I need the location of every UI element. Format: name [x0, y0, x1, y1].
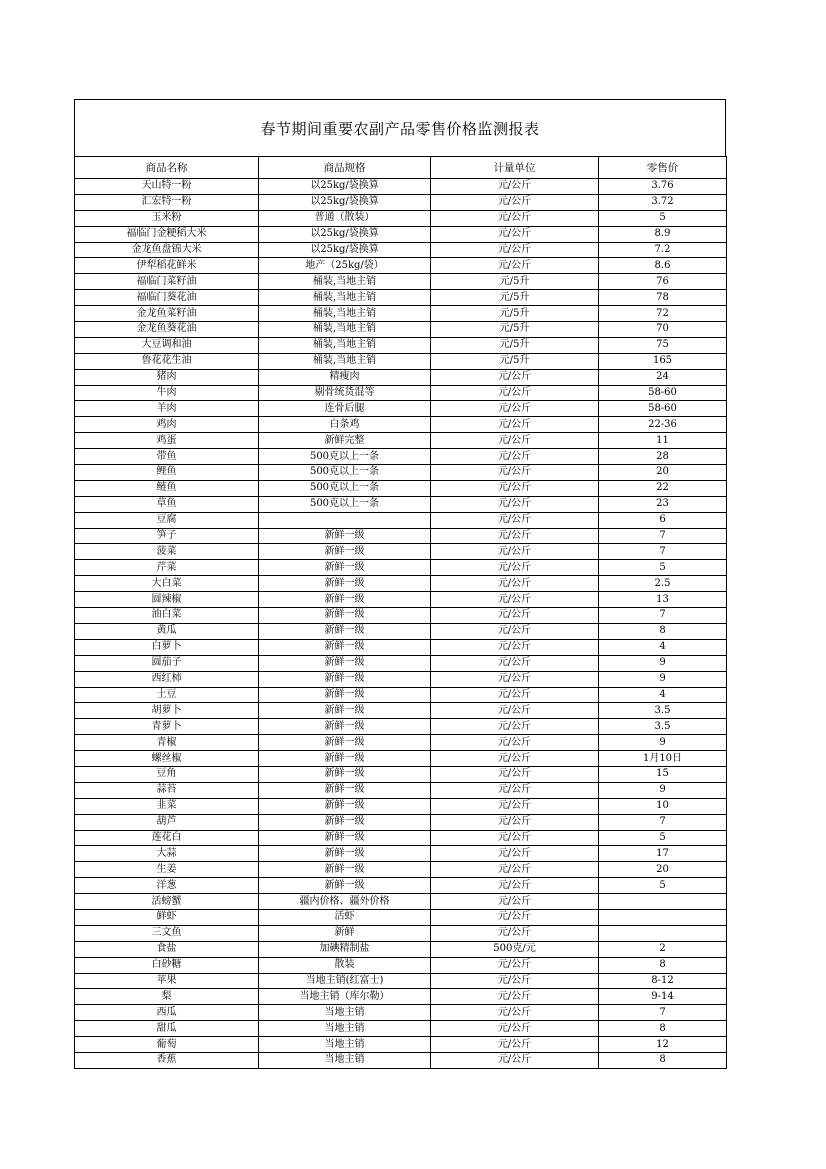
cell-product-name: 鲢鱼 [75, 480, 259, 496]
cell-unit: 500克/元 [431, 941, 599, 957]
table-row [75, 290, 727, 306]
cell-unit: 元/公斤 [431, 671, 599, 687]
cell-unit: 元/公斤 [431, 480, 599, 496]
table-row [75, 846, 727, 862]
cell-retail-price: 10 [599, 798, 727, 814]
cell-unit: 元/公斤 [431, 1037, 599, 1053]
cell-product-spec: 普通（散装） [259, 210, 431, 226]
cell-product-spec: 地产（25kg/袋） [259, 258, 431, 274]
cell-unit: 元/公斤 [431, 703, 599, 719]
cell-retail-price: 3.72 [599, 194, 727, 210]
cell-product-name: 羊肉 [75, 401, 259, 417]
table-row [75, 798, 727, 814]
table-row [75, 830, 727, 846]
table-row [75, 322, 727, 338]
cell-unit: 元/公斤 [431, 925, 599, 941]
table-row [75, 496, 727, 512]
cell-unit: 元/公斤 [431, 465, 599, 481]
cell-unit: 元/5升 [431, 274, 599, 290]
cell-unit: 元/公斤 [431, 385, 599, 401]
cell-retail-price: 22-36 [599, 417, 727, 433]
cell-product-spec: 当地主销 [259, 1052, 431, 1068]
cell-product-spec: 新鲜一级 [259, 814, 431, 830]
cell-retail-price: 7 [599, 544, 727, 560]
cell-unit: 元/公斤 [431, 862, 599, 878]
cell-retail-price: 22 [599, 480, 727, 496]
cell-product-spec: 500克以上一条 [259, 496, 431, 512]
cell-unit: 元/公斤 [431, 449, 599, 465]
cell-product-name: 天山特一粉 [75, 179, 259, 195]
header-product-spec: 商品规格 [259, 157, 431, 179]
cell-unit: 元/公斤 [431, 544, 599, 560]
cell-product-name: 青萝卜 [75, 719, 259, 735]
cell-product-spec: 以25kg/袋换算 [259, 242, 431, 258]
cell-retail-price: 70 [599, 322, 727, 338]
cell-product-spec: 新鲜一级 [259, 576, 431, 592]
header-retail-price: 零售价 [599, 157, 727, 179]
cell-unit: 元/公斤 [431, 417, 599, 433]
table-row [75, 941, 727, 957]
cell-product-name: 豆角 [75, 766, 259, 782]
header-row [75, 157, 727, 179]
cell-product-name: 大蒜 [75, 846, 259, 862]
cell-product-spec: 新鲜一级 [259, 608, 431, 624]
header-unit: 计量单位 [431, 157, 599, 179]
cell-product-spec: 桶装,当地主销 [259, 274, 431, 290]
price-table [74, 156, 727, 1069]
table-row [75, 480, 727, 496]
cell-product-name: 金龙鱼盘锦大米 [75, 242, 259, 258]
table-row [75, 369, 727, 385]
report-title: 春节期间重要农副产品零售价格监测报表 [74, 99, 726, 156]
cell-retail-price: 7 [599, 608, 727, 624]
cell-product-spec: 新鲜一级 [259, 735, 431, 751]
cell-unit: 元/公斤 [431, 210, 599, 226]
cell-product-name: 福临门金粳稻大米 [75, 226, 259, 242]
cell-unit: 元/公斤 [431, 989, 599, 1005]
cell-product-name: 菠菜 [75, 544, 259, 560]
cell-unit: 元/公斤 [431, 226, 599, 242]
table-row [75, 417, 727, 433]
cell-product-spec: 新鲜 [259, 925, 431, 941]
cell-retail-price: 7.2 [599, 242, 727, 258]
cell-product-spec: 新鲜一级 [259, 687, 431, 703]
table-row [75, 608, 727, 624]
table-row [75, 353, 727, 369]
cell-unit: 元/公斤 [431, 528, 599, 544]
cell-retail-price: 12 [599, 1037, 727, 1053]
cell-product-spec [259, 512, 431, 528]
cell-retail-price: 6 [599, 512, 727, 528]
table-row [75, 210, 727, 226]
cell-unit: 元/公斤 [431, 909, 599, 925]
cell-unit: 元/公斤 [431, 973, 599, 989]
cell-product-spec: 当地主销 [259, 1037, 431, 1053]
table-row [75, 576, 727, 592]
cell-unit: 元/公斤 [431, 512, 599, 528]
table-row [75, 782, 727, 798]
cell-product-name: 螺丝椒 [75, 751, 259, 767]
table-row [75, 703, 727, 719]
cell-product-spec: 剔骨统货混等 [259, 385, 431, 401]
cell-product-name: 金龙鱼葵花油 [75, 322, 259, 338]
cell-product-name: 黄瓜 [75, 623, 259, 639]
cell-product-name: 梨 [75, 989, 259, 1005]
cell-retail-price: 78 [599, 290, 727, 306]
cell-product-name: 甜瓜 [75, 1021, 259, 1037]
cell-product-spec: 散装 [259, 957, 431, 973]
table-row [75, 925, 727, 941]
cell-product-spec: 新鲜一级 [259, 528, 431, 544]
cell-product-spec: 新鲜一级 [259, 878, 431, 894]
cell-product-name: 金龙鱼菜籽油 [75, 306, 259, 322]
table-body [75, 179, 727, 1069]
cell-product-spec: 500克以上一条 [259, 449, 431, 465]
cell-product-name: 韭菜 [75, 798, 259, 814]
cell-product-name: 鲜虾 [75, 909, 259, 925]
table-row [75, 401, 727, 417]
cell-retail-price: 7 [599, 528, 727, 544]
cell-product-spec: 新鲜一级 [259, 544, 431, 560]
cell-unit: 元/5升 [431, 306, 599, 322]
cell-product-name: 笋子 [75, 528, 259, 544]
cell-product-name: 生姜 [75, 862, 259, 878]
cell-unit: 元/5升 [431, 322, 599, 338]
cell-unit: 元/公斤 [431, 719, 599, 735]
cell-unit: 元/公斤 [431, 576, 599, 592]
table-row [75, 592, 727, 608]
cell-product-name: 带鱼 [75, 449, 259, 465]
cell-retail-price: 9 [599, 671, 727, 687]
table-row [75, 687, 727, 703]
table-row [75, 719, 727, 735]
cell-product-spec: 桶装,当地主销 [259, 290, 431, 306]
cell-retail-price: 20 [599, 465, 727, 481]
cell-unit: 元/公斤 [431, 1021, 599, 1037]
cell-product-spec: 当地主销 [259, 1005, 431, 1021]
cell-product-spec: 新鲜一级 [259, 719, 431, 735]
cell-product-spec: 当地主销(红富士) [259, 973, 431, 989]
table-row [75, 862, 727, 878]
cell-unit: 元/公斤 [431, 179, 599, 195]
cell-unit: 元/5升 [431, 353, 599, 369]
cell-retail-price: 8 [599, 1021, 727, 1037]
cell-product-name: 芹菜 [75, 560, 259, 576]
table-row [75, 814, 727, 830]
cell-product-spec: 500克以上一条 [259, 480, 431, 496]
cell-retail-price: 9 [599, 782, 727, 798]
cell-retail-price [599, 894, 727, 910]
cell-unit: 元/公斤 [431, 369, 599, 385]
cell-product-spec: 桶装,当地主销 [259, 322, 431, 338]
cell-product-name: 食盐 [75, 941, 259, 957]
cell-product-name: 鲤鱼 [75, 465, 259, 481]
cell-unit: 元/公斤 [431, 1052, 599, 1068]
cell-unit: 元/公斤 [431, 814, 599, 830]
table-row [75, 544, 727, 560]
cell-retail-price: 75 [599, 337, 727, 353]
cell-product-name: 豆腐 [75, 512, 259, 528]
cell-retail-price: 13 [599, 592, 727, 608]
cell-retail-price: 9-14 [599, 989, 727, 1005]
table-row [75, 655, 727, 671]
cell-product-spec: 连骨后腿 [259, 401, 431, 417]
cell-retail-price: 1月10日 [599, 751, 727, 767]
cell-product-spec: 疆内价格、疆外价格 [259, 894, 431, 910]
cell-product-spec: 新鲜一级 [259, 846, 431, 862]
cell-product-spec: 新鲜一级 [259, 560, 431, 576]
cell-retail-price: 4 [599, 639, 727, 655]
cell-retail-price: 2.5 [599, 576, 727, 592]
cell-retail-price: 11 [599, 433, 727, 449]
table-row [75, 512, 727, 528]
cell-retail-price: 8.6 [599, 258, 727, 274]
cell-product-spec: 精瘦肉 [259, 369, 431, 385]
cell-retail-price: 5 [599, 878, 727, 894]
cell-product-spec: 加碘精制盐 [259, 941, 431, 957]
cell-retail-price: 20 [599, 862, 727, 878]
cell-retail-price: 15 [599, 766, 727, 782]
cell-unit: 元/公斤 [431, 592, 599, 608]
cell-product-spec: 新鲜一级 [259, 639, 431, 655]
table-row [75, 465, 727, 481]
cell-product-name: 葡萄 [75, 1037, 259, 1053]
cell-retail-price: 8 [599, 1052, 727, 1068]
cell-unit: 元/公斤 [431, 766, 599, 782]
cell-product-name: 鸡肉 [75, 417, 259, 433]
cell-unit: 元/公斤 [431, 735, 599, 751]
cell-product-name: 香蕉 [75, 1052, 259, 1068]
cell-retail-price: 3.76 [599, 179, 727, 195]
cell-retail-price: 76 [599, 274, 727, 290]
table-row [75, 1021, 727, 1037]
cell-unit: 元/公斤 [431, 496, 599, 512]
cell-product-spec: 新鲜一级 [259, 655, 431, 671]
table-row [75, 1005, 727, 1021]
cell-retail-price: 7 [599, 814, 727, 830]
cell-product-spec: 以25kg/袋换算 [259, 194, 431, 210]
table-row [75, 751, 727, 767]
cell-retail-price: 8-12 [599, 973, 727, 989]
cell-unit: 元/公斤 [431, 846, 599, 862]
cell-product-name: 油白菜 [75, 608, 259, 624]
table-row [75, 671, 727, 687]
cell-unit: 元/5升 [431, 290, 599, 306]
cell-retail-price [599, 909, 727, 925]
cell-product-name: 大豆调和油 [75, 337, 259, 353]
cell-unit: 元/公斤 [431, 798, 599, 814]
cell-product-spec: 新鲜一级 [259, 862, 431, 878]
cell-product-spec: 新鲜完整 [259, 433, 431, 449]
table-row [75, 433, 727, 449]
cell-retail-price: 5 [599, 560, 727, 576]
cell-product-name: 西红柿 [75, 671, 259, 687]
cell-retail-price: 72 [599, 306, 727, 322]
cell-retail-price: 24 [599, 369, 727, 385]
cell-product-spec: 桶装,当地主销 [259, 337, 431, 353]
cell-product-name: 福临门菜籽油 [75, 274, 259, 290]
cell-retail-price: 2 [599, 941, 727, 957]
table-row [75, 766, 727, 782]
cell-product-name: 洋葱 [75, 878, 259, 894]
table-row [75, 735, 727, 751]
cell-product-name: 葫芦 [75, 814, 259, 830]
cell-unit: 元/公斤 [431, 1005, 599, 1021]
cell-product-spec: 新鲜一级 [259, 798, 431, 814]
cell-product-spec: 当地主销 [259, 1021, 431, 1037]
cell-retail-price: 4 [599, 687, 727, 703]
cell-unit: 元/公斤 [431, 242, 599, 258]
table-row [75, 226, 727, 242]
cell-product-name: 胡萝卜 [75, 703, 259, 719]
cell-unit: 元/公斤 [431, 401, 599, 417]
cell-product-spec: 新鲜一级 [259, 766, 431, 782]
table-row [75, 894, 727, 910]
cell-unit: 元/公斤 [431, 639, 599, 655]
cell-unit: 元/5升 [431, 337, 599, 353]
cell-product-spec: 新鲜一级 [259, 703, 431, 719]
cell-product-spec: 桶装,当地主销 [259, 306, 431, 322]
cell-retail-price: 5 [599, 830, 727, 846]
cell-product-spec: 活虾 [259, 909, 431, 925]
table-row [75, 989, 727, 1005]
cell-unit: 元/公斤 [431, 782, 599, 798]
cell-product-name: 牛肉 [75, 385, 259, 401]
cell-unit: 元/公斤 [431, 258, 599, 274]
cell-product-name: 福临门葵花油 [75, 290, 259, 306]
cell-product-spec: 当地主销（库尔勒） [259, 989, 431, 1005]
cell-retail-price: 8 [599, 623, 727, 639]
cell-product-name: 活螃蟹 [75, 894, 259, 910]
cell-product-spec: 新鲜一级 [259, 592, 431, 608]
header-product-name: 商品名称 [75, 157, 259, 179]
cell-retail-price: 8 [599, 957, 727, 973]
cell-product-name: 大白菜 [75, 576, 259, 592]
cell-product-name: 鸡蛋 [75, 433, 259, 449]
cell-product-name: 西瓜 [75, 1005, 259, 1021]
cell-product-spec: 新鲜一级 [259, 623, 431, 639]
cell-retail-price: 23 [599, 496, 727, 512]
cell-unit: 元/公斤 [431, 608, 599, 624]
cell-product-name: 鲁花花生油 [75, 353, 259, 369]
table-row [75, 878, 727, 894]
cell-retail-price: 7 [599, 1005, 727, 1021]
table-row [75, 1037, 727, 1053]
cell-retail-price: 5 [599, 210, 727, 226]
cell-retail-price: 3.5 [599, 719, 727, 735]
cell-product-name: 蒜苔 [75, 782, 259, 798]
table-row [75, 337, 727, 353]
table-row [75, 242, 727, 258]
cell-product-name: 圆辣椒 [75, 592, 259, 608]
cell-product-name: 伊犁稻花鲜米 [75, 258, 259, 274]
cell-product-spec: 桶装,当地主销 [259, 353, 431, 369]
cell-product-spec: 以25kg/袋换算 [259, 179, 431, 195]
cell-product-name: 草鱼 [75, 496, 259, 512]
table-row [75, 194, 727, 210]
cell-retail-price: 58-60 [599, 385, 727, 401]
cell-unit: 元/公斤 [431, 751, 599, 767]
cell-product-name: 猪肉 [75, 369, 259, 385]
cell-retail-price: 17 [599, 846, 727, 862]
cell-unit: 元/公斤 [431, 687, 599, 703]
cell-retail-price: 9 [599, 735, 727, 751]
cell-unit: 元/公斤 [431, 560, 599, 576]
table-row [75, 639, 727, 655]
cell-product-spec: 新鲜一级 [259, 830, 431, 846]
table-row [75, 385, 727, 401]
table-row [75, 179, 727, 195]
cell-retail-price: 58-60 [599, 401, 727, 417]
table-row [75, 623, 727, 639]
price-report-sheet [74, 99, 726, 1069]
cell-product-name: 青椒 [75, 735, 259, 751]
cell-product-spec: 500克以上一条 [259, 465, 431, 481]
cell-unit: 元/公斤 [431, 830, 599, 846]
cell-product-name: 汇宏特一粉 [75, 194, 259, 210]
cell-product-name: 苹果 [75, 973, 259, 989]
cell-product-name: 白萝卜 [75, 639, 259, 655]
cell-retail-price [599, 925, 727, 941]
table-row [75, 258, 727, 274]
cell-product-name: 玉米粉 [75, 210, 259, 226]
table-row [75, 1052, 727, 1068]
cell-retail-price: 9 [599, 655, 727, 671]
cell-product-spec: 白条鸡 [259, 417, 431, 433]
cell-product-name: 土豆 [75, 687, 259, 703]
cell-retail-price: 28 [599, 449, 727, 465]
cell-unit: 元/公斤 [431, 623, 599, 639]
cell-retail-price: 165 [599, 353, 727, 369]
cell-unit: 元/公斤 [431, 957, 599, 973]
table-row [75, 560, 727, 576]
cell-retail-price: 8.9 [599, 226, 727, 242]
cell-unit: 元/公斤 [431, 655, 599, 671]
cell-unit: 元/公斤 [431, 194, 599, 210]
table-row [75, 274, 727, 290]
table-row [75, 973, 727, 989]
cell-unit: 元/公斤 [431, 433, 599, 449]
cell-unit: 元/公斤 [431, 878, 599, 894]
cell-product-name: 莲花白 [75, 830, 259, 846]
table-row [75, 957, 727, 973]
cell-product-spec: 新鲜一级 [259, 671, 431, 687]
table-row [75, 449, 727, 465]
table-row [75, 909, 727, 925]
cell-product-spec: 新鲜一级 [259, 782, 431, 798]
cell-product-name: 圆茄子 [75, 655, 259, 671]
table-row [75, 306, 727, 322]
cell-retail-price: 3.5 [599, 703, 727, 719]
cell-product-name: 三文鱼 [75, 925, 259, 941]
cell-unit: 元/公斤 [431, 894, 599, 910]
cell-product-spec: 新鲜一级 [259, 751, 431, 767]
cell-product-spec: 以25kg/袋换算 [259, 226, 431, 242]
table-row [75, 528, 727, 544]
cell-product-name: 白砂糖 [75, 957, 259, 973]
